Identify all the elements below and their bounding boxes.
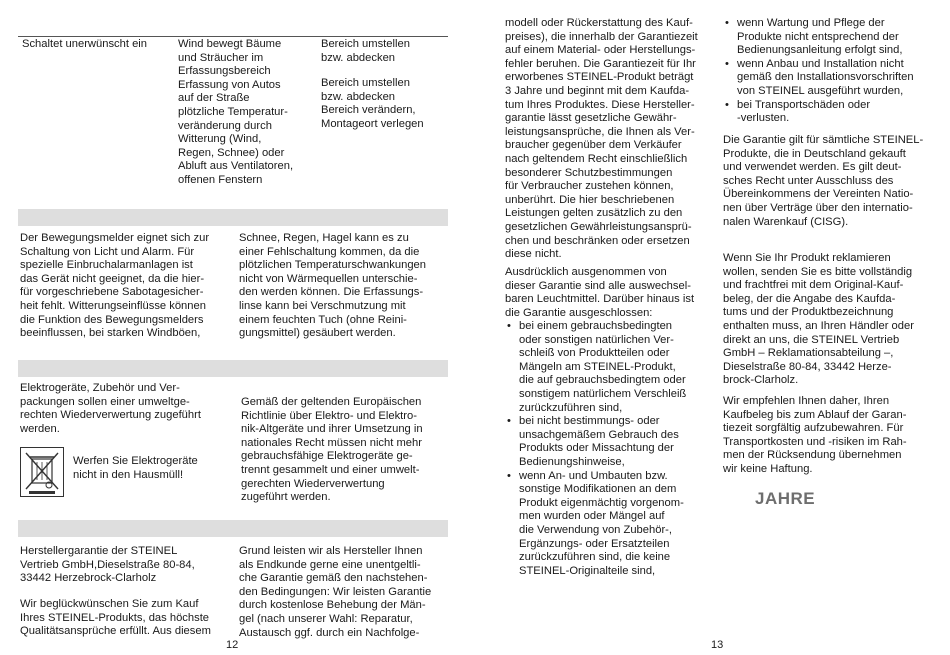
page-number-left: 12: [226, 639, 239, 651]
section2-left-text: Elektrogeräte, Zubehör und Ver- packungen sollen einer umweltge- rechten Wiederverwertung zugeführt werden.: [20, 382, 201, 435]
list-item: • wenn Anbau und Installation nicht gemäß den Installationsvorschriften von STEINEL ausgeführt wurden,: [723, 58, 938, 99]
section-header-band-3: [18, 520, 448, 537]
table-cell-cause: Wind bewegt Bäume und Sträucher im Erfassungsbereich Erfassung von Autos auf der Straße plötzliche Temperatur- veränderung durch Witterung (Wind, Regen, Schnee) oder Abluft aus Ventilatoren, offenen Fenstern: [178, 38, 294, 186]
section-header-band-2: [18, 360, 448, 377]
list-item: • bei nicht bestimmungs- oder unsachgemäßem Gebrauch des Produkts oder Missachtung der Bedienungshinweise,: [505, 415, 717, 469]
warranty-scope-paragraph: Die Garantie gilt für sämtliche STEINEL- Produkte, die in Deutschland gekauft und verwendet werden. Es gilt deut- sches Recht unter Ausschluss des Übereinkommens der Vereinten Natio- nen über Verträge über den internatio- nalen Warenkauf (CISG).: [723, 134, 924, 228]
table-top-rule: [18, 36, 448, 37]
section3-address: Herstellergarantie der STEINEL Vertrieb GmbH,Dieselstraße 80-84, 33442 Herzebrock-Clarholz: [20, 545, 195, 585]
waste-bin-graphic: [21, 448, 63, 496]
warranty-claim-paragraph: Wenn Sie Ihr Produkt reklamieren wollen, senden Sie es bitte vollständig und frachtfrei mit dem Original-Kauf- beleg, der die Angabe des Kaufda- tums und der Produktbezeichnung enthalten muss, an Ihren Händler oder direkt an uns, die STEINEL Vertrieb GmbH – Reklamationsabteilung –, Dieselstraße 80-84, 33442 Herze- brock-Clarholz.: [723, 252, 914, 387]
table-cell-remedy-1: Bereich umstellen bzw. abdecken: [321, 38, 410, 64]
section3-intro: Wir beglückwünschen Sie zum Kauf Ihres STEINEL-Produkts, das höchste Qualitätsansprüche erfüllt. Aus diesem: [20, 598, 211, 638]
warranty-receipt-paragraph: Wir empfehlen Ihnen daher, Ihren Kaufbeleg bis zum Ablauf der Garan- tiezeit sorgfältig aufzubewahren. Für Transportkosten und -risiken im Rah- men der Rücksendung übernehmen wir keine Haftung.: [723, 395, 907, 475]
section1-right-text: Schnee, Regen, Hagel kann es zu einer Fehlschaltung kommen, da die plötzlichen Temperaturschwankungen nicht von Wärmequellen unterschie- den werden können. Die Erfassungs- linse kann bei Verschmutzung mit einem feuchten Tuch (ohne Reini- gungsmittel) gesäubert werden.: [239, 232, 426, 340]
table-cell-problem: Schaltet unerwünscht ein: [22, 38, 148, 50]
list-item: • wenn Wartung und Pflege der Produkte nicht entsprechend der Bedienungsanleitung erfolgt sind,: [723, 17, 938, 58]
section2-right-text: Gemäß der geltenden Europäischen Richtlinie über Elektro- und Elektro- nik-Altgeräte und ihrer Umsetzung in nationales Recht müssen nicht mehr gebrauchsfähige Elektrogeräte ge- trennt gesammelt und einer umwelt- gerechten Wiederverwertung zugeführt werden.: [241, 396, 423, 504]
section-header-band-1: [18, 209, 448, 226]
section2-icon-caption: Werfen Sie Elektrogeräte nicht in den Hausmüll!: [73, 455, 198, 481]
section1-left-text: Der Bewegungsmelder eignet sich zur Schaltung von Licht und Alarm. Für spezielle Einbruchalarmanlagen ist das Gerät nicht geeignet, da die hier- für vorgeschriebene Sabotagesicher- heit fehlt. Witterungseinflüsse können die Funktion des Bewegungsmelders beeinflussen, bei starken Windböen,: [20, 232, 210, 340]
exclusion-list-1: [505, 320, 717, 578]
list-item: • bei einem gebrauchsbedingten oder sonstigen natürlichen Ver- schleiß von Produktteilen oder Mängeln am STEINEL-Produkt, die auf gebrauchsbedingtem oder sonstigem natürlichem Verschleiß zurückzuführen sind,: [505, 320, 717, 415]
warranty-paragraph-exclusions: Ausdrücklich ausgenommen von dieser Garantie sind alle auswechsel- baren Leuchtmittel. Darüber hinaus ist die Garantie ausgeschlossen:: [505, 266, 695, 319]
list-item: • wenn An- und Umbauten bzw. sonstige Modifikationen an dem Produkt eigenmächtig vorgenom- men wurden oder Mängel auf die Verwendung von Zubehör-, Ergänzungs- oder Ersatzteilen zurückzuführen sind, die keine STEINEL-Originalteile sind,: [505, 470, 717, 579]
section3-right-text: Grund leisten wir als Hersteller Ihnen als Endkunde gerne eine unentgeltli- che Garantie gemäß den nachstehen- den Bedingungen: Wir leisten Garantie durch kostenlose Behebung der Män- gel (nach unserer Wahl: Reparatur, Austausch ggf. durch ein Nachfolge-: [239, 545, 432, 639]
exclusion-list-2: [723, 17, 938, 126]
list-item: • bei Transportschäden oder -verlusten.: [723, 99, 938, 126]
table-cell-remedy-2: Bereich umstellen bzw. abdecken Bereich verändern, Montageort verlegen: [321, 77, 424, 130]
warranty-paragraph-1: modell oder Rückerstattung des Kauf- preises), die innerhalb der Garantiezeit auf einem Material- oder Herstellungs- fehler beruhen. Die Garantiezeit für Ihr erworbenes STEINEL-Produkt beträgt 3 Jahre und beginnt mit dem Kaufda- tum Ihres Produktes. Diese Hersteller- garantie lässt gesetzliche Gewähr- leistungsansprüche, die Ihnen als Ver- braucher gegenüber dem Verkäufer nach geltendem Recht einschließlich besonderer Schutzbestimmungen für Verbraucher zustehen können, unberührt. Die hier beschriebenen Leistungen gelten zusätzlich zu den gesetzlichen Gewährleistungsansprü- chen und beschränken oder ersetzen diese nicht.: [505, 17, 698, 261]
page-number-right: 13: [711, 639, 724, 651]
crossed-out-wheelie-bin-icon: [20, 447, 64, 497]
jahre-logo-text: JAHRE: [755, 489, 816, 508]
